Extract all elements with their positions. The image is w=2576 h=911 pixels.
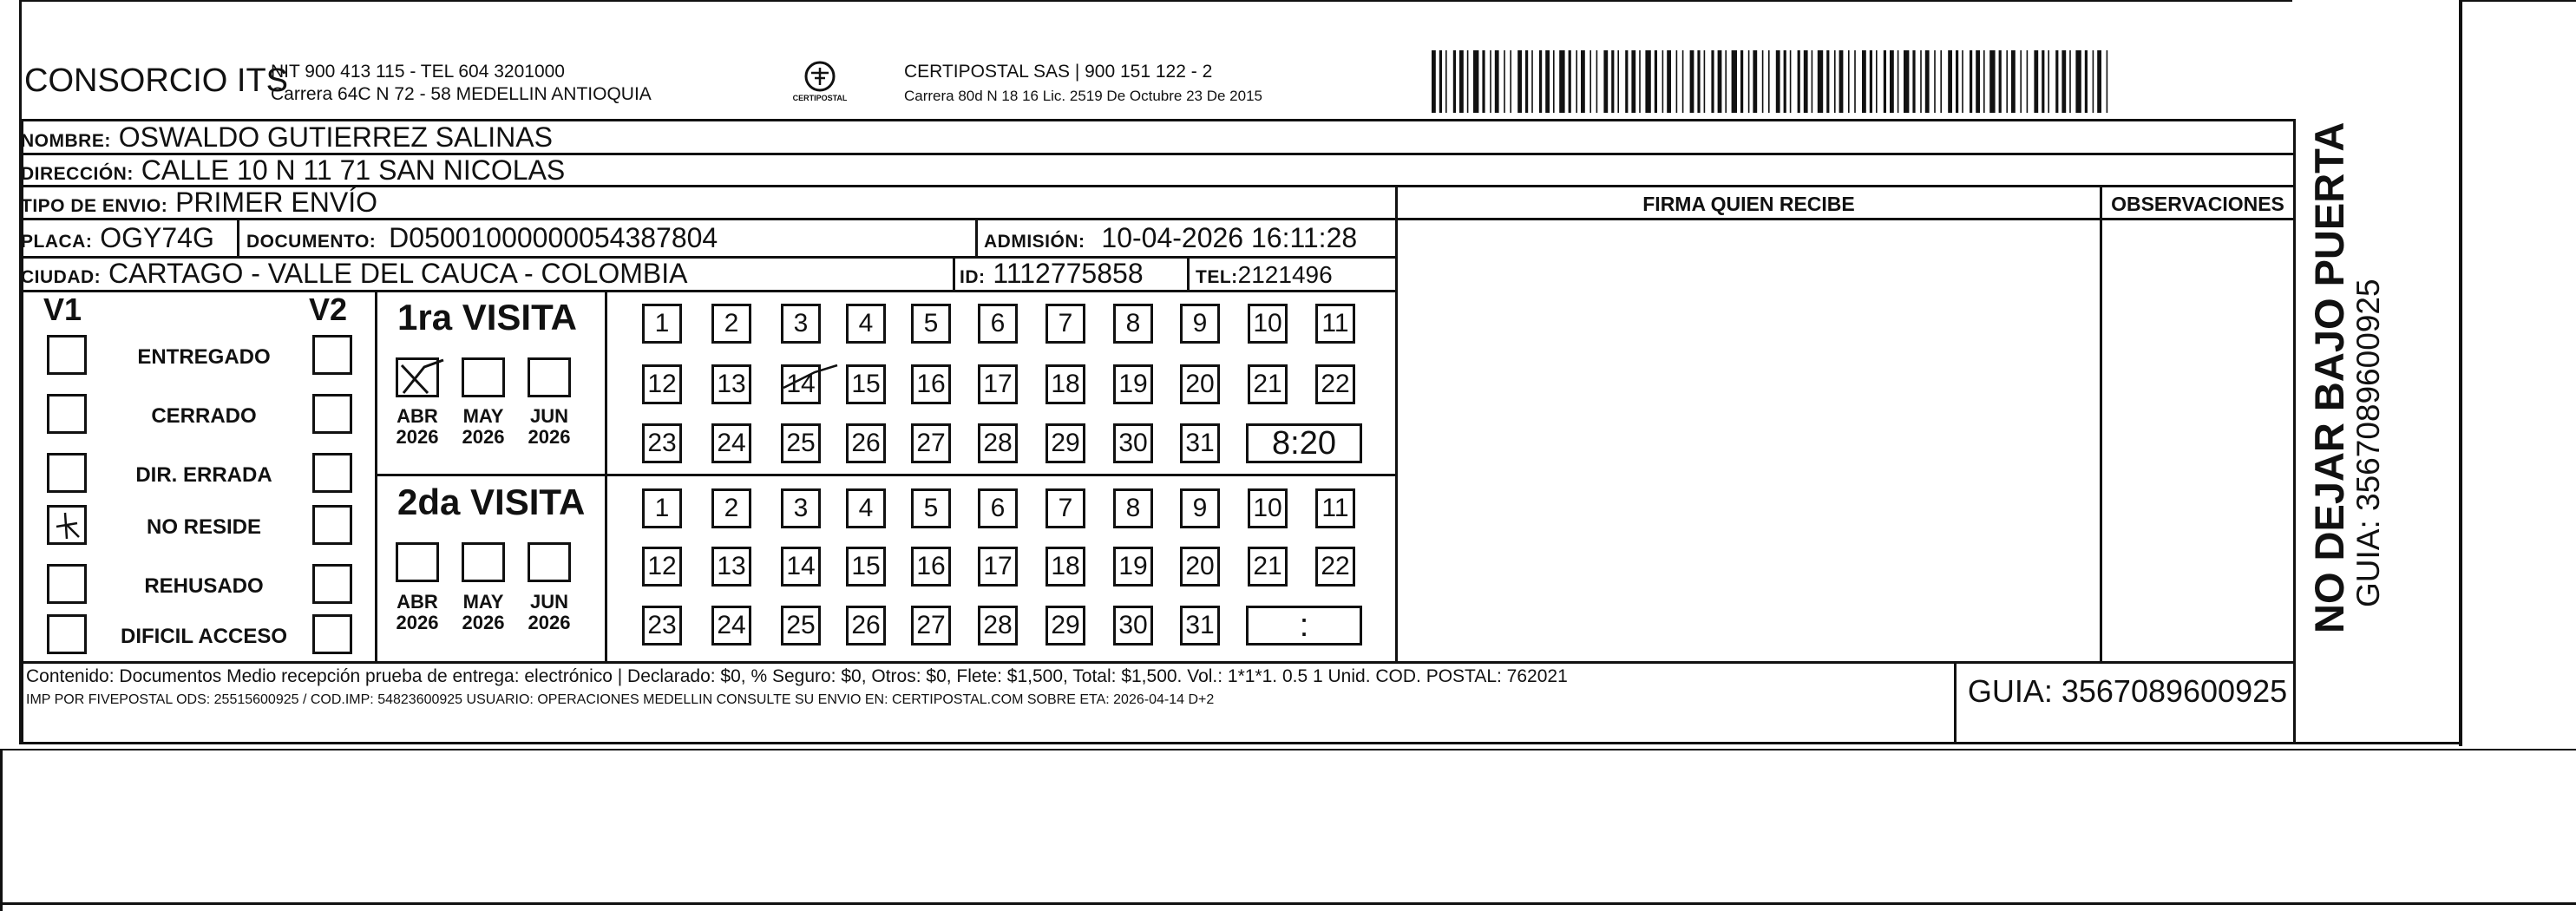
barcode-bar bbox=[1517, 50, 1522, 113]
barcode-bar bbox=[2034, 50, 2038, 113]
col-line-firma bbox=[1395, 185, 1398, 661]
month-name: MAY bbox=[462, 591, 504, 613]
barcode-bar bbox=[1804, 50, 1808, 113]
visit2-day-28[interactable]: 28 bbox=[978, 606, 1018, 646]
v2-label: V2 bbox=[309, 292, 348, 327]
barcode bbox=[1432, 50, 2126, 113]
certi-line1: CERTIPOSTAL SAS | 900 151 122 - 2 bbox=[904, 62, 1213, 82]
status-label-5: DIFICIL ACCESO bbox=[120, 625, 287, 648]
side-warning: NO DEJAR BAJO PUERTA bbox=[2306, 121, 2352, 633]
visit1-day-11[interactable]: 11 bbox=[1315, 304, 1355, 344]
tel-value: 2121496 bbox=[1237, 261, 1333, 288]
barcode-bar bbox=[1725, 50, 1727, 113]
footer-line1: Contenido: Documentos Medio recepción prueba de entrega: electrónico | Declarado: $0, % Seguro: $0, Otros: $0, Flete: $1,500, Total: $1,500. Vol.: 1*1*1. 0.5 1 Unid. COD. POSTAL: 762021 bbox=[26, 666, 1568, 686]
visit2-day-26[interactable]: 26 bbox=[846, 606, 886, 646]
tel-label: TEL: bbox=[1196, 267, 1238, 287]
month-year: 2026 bbox=[462, 426, 505, 448]
status-label-3: NO RESIDE bbox=[146, 515, 262, 539]
barcode-bar bbox=[2061, 50, 2066, 113]
barcode-bar bbox=[1662, 50, 1664, 113]
lower-panel-left bbox=[0, 749, 3, 911]
certipostal-logo bbox=[785, 56, 855, 108]
visit1-day-3[interactable]: 3 bbox=[781, 304, 821, 344]
col-line-admision bbox=[975, 220, 978, 256]
visit1-day-9[interactable]: 9 bbox=[1180, 304, 1220, 344]
barcode-bar bbox=[1768, 50, 1770, 113]
visit2-day-23[interactable]: 23 bbox=[642, 606, 682, 646]
month-name: JUN bbox=[529, 405, 568, 427]
barcode-bar bbox=[1676, 50, 1678, 113]
check-mark-icon bbox=[49, 508, 84, 542]
month-year: 2026 bbox=[528, 612, 571, 633]
barcode-bar bbox=[1704, 50, 1706, 113]
visit2-day-29[interactable]: 29 bbox=[1045, 606, 1085, 646]
barcode-bar bbox=[1445, 50, 1447, 113]
status-label-4: REHUSADO bbox=[144, 574, 264, 598]
barcode-bar bbox=[1504, 50, 1505, 113]
barcode-bar bbox=[1453, 50, 1456, 113]
barcode-bar bbox=[1812, 50, 1813, 113]
admision-value: 10-04-2026 16:11:28 bbox=[1101, 222, 1358, 253]
visit2-day-3[interactable]: 3 bbox=[781, 488, 821, 528]
visit2-day-22[interactable]: 22 bbox=[1315, 547, 1355, 587]
row-line-6 bbox=[2101, 218, 2296, 220]
barcode-bar bbox=[1697, 50, 1700, 113]
barcode-bar bbox=[2020, 50, 2022, 113]
status-label-0: ENTREGADO bbox=[137, 345, 271, 369]
visit1-day-6[interactable]: 6 bbox=[978, 304, 1018, 344]
col-line-guia bbox=[1954, 661, 1957, 742]
barcode-bar bbox=[1962, 50, 1963, 113]
visit1-day-5[interactable]: 5 bbox=[911, 304, 951, 344]
barcode-bar bbox=[1617, 50, 1619, 113]
v1-checkbox-1[interactable] bbox=[47, 394, 87, 434]
barcode-bar bbox=[1590, 50, 1591, 113]
visit2-day-18[interactable]: 18 bbox=[1045, 547, 1085, 587]
v2-checkbox-3[interactable] bbox=[312, 505, 352, 545]
barcode-bar bbox=[1848, 50, 1850, 113]
barcode-bar bbox=[1559, 50, 1564, 113]
visit2-day-25[interactable]: 25 bbox=[781, 606, 821, 646]
barcode-bar bbox=[1581, 50, 1585, 113]
barcode-bar bbox=[1439, 50, 1442, 113]
v2-checkbox-1[interactable] bbox=[312, 394, 352, 434]
documento-label: DOCUMENTO: bbox=[246, 232, 377, 252]
month-year: 2026 bbox=[528, 426, 571, 448]
visit2-day-15[interactable]: 15 bbox=[846, 547, 886, 587]
footer-line2: IMP POR FIVEPOSTAL ODS: 25515600925 / COD.IMP: 54823600925 USUARIO: OPERACIONES MEDELLIN CONSULTE SU ENVIO EN: CERTIPOSTAL.COM SOBRE ETA: 2026-04-14 D+2 bbox=[26, 692, 1215, 707]
barcode-bar bbox=[1834, 50, 1836, 113]
frame-right-top bbox=[2462, 0, 2576, 2]
month-name: ABR bbox=[397, 405, 438, 427]
month-year: 2026 bbox=[462, 612, 505, 633]
barcode-bar bbox=[1639, 50, 1641, 113]
observaciones-header: OBSERVACIONES bbox=[2111, 193, 2284, 215]
tipo-row bbox=[21, 187, 377, 221]
visit2-month-label-2 bbox=[519, 592, 580, 633]
visit1-day-12[interactable]: 12 bbox=[642, 364, 682, 404]
visit1-day-20[interactable]: 20 bbox=[1180, 364, 1220, 404]
visit2-month-box-2[interactable] bbox=[528, 542, 571, 582]
row-line-visit-split bbox=[375, 474, 1397, 476]
visit2-day-24[interactable]: 24 bbox=[711, 606, 751, 646]
frame-right bbox=[2459, 0, 2462, 746]
barcode-bar bbox=[1776, 50, 1780, 113]
barcode-bar bbox=[1473, 50, 1478, 113]
barcode-bar bbox=[1940, 50, 1942, 113]
barcode-bar bbox=[2069, 50, 2071, 113]
col-line-tel bbox=[1187, 256, 1190, 290]
admision-row bbox=[984, 223, 1357, 257]
visit2-day-1[interactable]: 1 bbox=[642, 488, 682, 528]
barcode-bar bbox=[1862, 50, 1866, 113]
v2-checkbox-4[interactable] bbox=[312, 564, 352, 604]
barcode-bar bbox=[2085, 50, 2088, 113]
col-line-id bbox=[953, 256, 955, 290]
v2-checkbox-5[interactable] bbox=[312, 614, 352, 654]
barcode-bar bbox=[1748, 50, 1750, 113]
barcode-bar bbox=[1999, 50, 2002, 113]
barcode-bar bbox=[1798, 50, 1800, 113]
x-mark-icon bbox=[393, 353, 445, 397]
nombre-row bbox=[21, 122, 553, 156]
visit1-day-2[interactable]: 2 bbox=[711, 304, 751, 344]
barcode-bar bbox=[1762, 50, 1764, 113]
barcode-bar bbox=[1569, 50, 1571, 113]
visit2-day-2[interactable]: 2 bbox=[711, 488, 751, 528]
barcode-bar bbox=[2048, 50, 2049, 113]
visit2-day-21[interactable]: 21 bbox=[1248, 547, 1288, 587]
visit1-month-box-0[interactable] bbox=[396, 357, 439, 397]
strike-mark-icon bbox=[780, 362, 841, 397]
documento-row bbox=[246, 223, 718, 257]
footer-guia: GUIA: 3567089600925 bbox=[1967, 673, 2288, 709]
visit2-day-19[interactable]: 19 bbox=[1113, 547, 1153, 587]
month-name: JUN bbox=[529, 591, 568, 613]
col-line-obs bbox=[2100, 185, 2102, 661]
month-name: MAY bbox=[462, 405, 504, 427]
barcode-bar bbox=[1596, 50, 1598, 113]
month-name: ABR bbox=[397, 591, 438, 613]
barcode-bar bbox=[1432, 50, 1436, 113]
barcode-bar bbox=[1490, 50, 1491, 113]
barcode-bar bbox=[1525, 50, 1528, 113]
logo-text: CERTIPOSTAL bbox=[792, 94, 848, 102]
v2-checkbox-0[interactable] bbox=[312, 335, 352, 375]
barcode-bar bbox=[1631, 50, 1635, 113]
visit2-time-field[interactable]: : bbox=[1246, 606, 1362, 646]
barcode-bar bbox=[1611, 50, 1614, 113]
barcode-bar bbox=[1531, 50, 1533, 113]
barcode-bar bbox=[1839, 50, 1844, 113]
visit2-day-6[interactable]: 6 bbox=[978, 488, 1018, 528]
barcode-bar bbox=[1976, 50, 1980, 113]
visit1-day-15[interactable]: 15 bbox=[846, 364, 886, 404]
visit2-day-16[interactable]: 16 bbox=[911, 547, 951, 587]
admision-label: ADMISIÓN: bbox=[984, 232, 1085, 252]
visit2-day-11[interactable]: 11 bbox=[1315, 488, 1355, 528]
barcode-bar bbox=[1876, 50, 1878, 113]
visit2-day-30[interactable]: 30 bbox=[1113, 606, 1153, 646]
tipo-value: PRIMER ENVÍO bbox=[175, 187, 377, 218]
visit1-day-14[interactable]: 14 bbox=[781, 364, 821, 404]
visit1-day-17[interactable]: 17 bbox=[978, 364, 1018, 404]
barcode-bar bbox=[1553, 50, 1555, 113]
visit2-month-label-0 bbox=[387, 592, 448, 633]
barcode-bar bbox=[1740, 50, 1743, 113]
visit1-title: 1ra VISITA bbox=[397, 297, 577, 338]
visit1-day-26[interactable]: 26 bbox=[846, 423, 886, 463]
visit2-day-4[interactable]: 4 bbox=[846, 488, 886, 528]
visit2-day-9[interactable]: 9 bbox=[1180, 488, 1220, 528]
ciudad-value: CARTAGO - VALLE DEL CAUCA - COLOMBIA bbox=[108, 258, 688, 289]
barcode-bar bbox=[1655, 50, 1657, 113]
barcode-bar bbox=[1718, 50, 1722, 113]
barcode-bar bbox=[1682, 50, 1684, 113]
barcode-bar bbox=[1934, 50, 1936, 113]
barcode-bar bbox=[1459, 50, 1464, 113]
lower-panel-top bbox=[0, 749, 2576, 750]
form-right bbox=[2293, 119, 2296, 742]
id-row bbox=[960, 259, 1144, 292]
visit1-day-22[interactable]: 22 bbox=[1315, 364, 1355, 404]
visit1-day-13[interactable]: 13 bbox=[711, 364, 751, 404]
col-line-months bbox=[605, 290, 607, 661]
visit1-day-27[interactable]: 27 bbox=[911, 423, 951, 463]
barcode-bar bbox=[1854, 50, 1856, 113]
visit1-day-8[interactable]: 8 bbox=[1113, 304, 1153, 344]
barcode-bar bbox=[2055, 50, 2058, 113]
v2-checkbox-2[interactable] bbox=[312, 453, 352, 493]
v1-checkbox-2[interactable] bbox=[47, 453, 87, 493]
barcode-bar bbox=[1912, 50, 1915, 113]
barcode-bar bbox=[1870, 50, 1872, 113]
visit1-day-24[interactable]: 24 bbox=[711, 423, 751, 463]
visit1-time-field[interactable]: 8:20 bbox=[1246, 423, 1362, 463]
barcode-bar bbox=[2006, 50, 2008, 113]
tel-row bbox=[1196, 259, 1333, 292]
visit1-month-box-2[interactable] bbox=[528, 357, 571, 397]
visit2-month-box-1[interactable] bbox=[462, 542, 505, 582]
barcode-bar bbox=[1495, 50, 1499, 113]
visit2-month-box-0[interactable] bbox=[396, 542, 439, 582]
placa-value: OGY74G bbox=[100, 222, 214, 253]
barcode-bar bbox=[2107, 50, 2108, 113]
barcode-bar bbox=[2097, 50, 2101, 113]
barcode-bar bbox=[1790, 50, 1792, 113]
barcode-bar bbox=[1948, 50, 1952, 113]
visit2-day-10[interactable]: 10 bbox=[1248, 488, 1288, 528]
barcode-bar bbox=[1576, 50, 1577, 113]
side-guia: GUIA: 3567089600925 bbox=[2350, 279, 2386, 607]
tipo-label: TIPO DE ENVIO: bbox=[21, 196, 168, 216]
frame-top bbox=[19, 0, 2292, 2]
barcode-bar bbox=[1467, 50, 1469, 113]
v1-label: V1 bbox=[43, 292, 82, 327]
visit1-day-16[interactable]: 16 bbox=[911, 364, 951, 404]
frame-bottom bbox=[19, 742, 2461, 744]
documento-value: D05001000000054387804 bbox=[389, 222, 718, 253]
visit1-month-label-1 bbox=[453, 406, 514, 448]
barcode-bar bbox=[1925, 50, 1930, 113]
visit1-day-23[interactable]: 23 bbox=[642, 423, 682, 463]
barcode-bar bbox=[1753, 50, 1757, 113]
direccion-label: DIRECCIÓN: bbox=[21, 164, 134, 184]
v1-checkbox-3[interactable] bbox=[47, 505, 87, 545]
barcode-bar bbox=[1690, 50, 1694, 113]
barcode-bar bbox=[1711, 50, 1714, 113]
barcode-bar bbox=[1818, 50, 1823, 113]
placa-row bbox=[21, 223, 214, 257]
visit2-day-8[interactable]: 8 bbox=[1113, 488, 1153, 528]
visit2-day-14[interactable]: 14 bbox=[781, 547, 821, 587]
visit1-day-18[interactable]: 18 bbox=[1045, 364, 1085, 404]
visit1-day-25[interactable]: 25 bbox=[781, 423, 821, 463]
visit1-day-31[interactable]: 31 bbox=[1180, 423, 1220, 463]
company-name: CONSORCIO ITS bbox=[24, 62, 289, 99]
direccion-value: CALLE 10 N 11 71 SAN NICOLAS bbox=[141, 154, 566, 186]
certi-line2: Carrera 80d N 18 16 Lic. 2519 De Octubre 23 De 2015 bbox=[904, 88, 1262, 104]
v1-checkbox-0[interactable] bbox=[47, 335, 87, 375]
barcode-bar bbox=[2093, 50, 2094, 113]
barcode-bar bbox=[1545, 50, 1550, 113]
barcode-bar bbox=[1884, 50, 1886, 113]
month-year: 2026 bbox=[396, 612, 439, 633]
barcode-bar bbox=[1989, 50, 1995, 113]
visit2-title: 2da VISITA bbox=[397, 482, 586, 522]
placa-label: PLACA: bbox=[21, 232, 93, 252]
id-value: 1112775858 bbox=[993, 258, 1144, 289]
barcode-bar bbox=[1970, 50, 1972, 113]
company-line2: Carrera 64C N 72 - 58 MEDELLIN ANTIOQUIA bbox=[271, 84, 652, 104]
barcode-bar bbox=[1625, 50, 1628, 113]
v1-checkbox-5[interactable] bbox=[47, 614, 87, 654]
barcode-bar bbox=[2075, 50, 2081, 113]
direccion-row bbox=[21, 155, 565, 189]
barcode-bar bbox=[1667, 50, 1671, 113]
barcode-bar bbox=[2027, 50, 2029, 113]
visit1-day-30[interactable]: 30 bbox=[1113, 423, 1153, 463]
month-year: 2026 bbox=[396, 426, 439, 448]
visit2-day-17[interactable]: 17 bbox=[978, 547, 1018, 587]
barcode-bar bbox=[1904, 50, 1909, 113]
visit2-day-13[interactable]: 13 bbox=[711, 547, 751, 587]
nombre-label: NOMBRE: bbox=[21, 131, 111, 151]
ciudad-label: CIUDAD: bbox=[21, 267, 102, 287]
company-line1: NIT 900 413 115 - TEL 604 3201000 bbox=[271, 62, 565, 82]
visit1-day-29[interactable]: 29 bbox=[1045, 423, 1085, 463]
visit1-day-1[interactable]: 1 bbox=[642, 304, 682, 344]
visit1-month-label-0 bbox=[387, 406, 448, 448]
barcode-bar bbox=[2011, 50, 2016, 113]
barcode-bar bbox=[1539, 50, 1542, 113]
visit1-month-label-2 bbox=[519, 406, 580, 448]
barcode-bar bbox=[1890, 50, 1894, 113]
nombre-value: OSWALDO GUTIERREZ SALINAS bbox=[118, 121, 553, 153]
visit2-month-label-1 bbox=[453, 592, 514, 633]
visit2-day-12[interactable]: 12 bbox=[642, 547, 682, 587]
firma-header: FIRMA QUIEN RECIBE bbox=[1642, 193, 1855, 215]
barcode-bar bbox=[1898, 50, 1899, 113]
visit1-day-4[interactable]: 4 bbox=[846, 304, 886, 344]
visit1-day-7[interactable]: 7 bbox=[1045, 304, 1085, 344]
barcode-bar bbox=[1510, 50, 1511, 113]
status-label-1: CERRADO bbox=[151, 404, 257, 428]
barcode-bar bbox=[1956, 50, 1958, 113]
barcode-bar bbox=[2042, 50, 2044, 113]
barcode-bar bbox=[1983, 50, 1985, 113]
barcode-bar bbox=[1826, 50, 1829, 113]
barcode-bar bbox=[1784, 50, 1786, 113]
visit1-day-19[interactable]: 19 bbox=[1113, 364, 1153, 404]
barcode-bar bbox=[1920, 50, 1922, 113]
ciudad-row bbox=[21, 259, 687, 292]
barcode-bar bbox=[1482, 50, 1485, 113]
visit2-day-20[interactable]: 20 bbox=[1180, 547, 1220, 587]
visit2-day-27[interactable]: 27 bbox=[911, 606, 951, 646]
barcode-bar bbox=[1603, 50, 1608, 113]
id-label: ID: bbox=[960, 267, 986, 287]
barcode-bar bbox=[1645, 50, 1650, 113]
visit2-day-5[interactable]: 5 bbox=[911, 488, 951, 528]
visit2-day-7[interactable]: 7 bbox=[1045, 488, 1085, 528]
visit1-day-21[interactable]: 21 bbox=[1248, 364, 1288, 404]
visit1-day-10[interactable]: 10 bbox=[1248, 304, 1288, 344]
visit1-month-box-1[interactable] bbox=[462, 357, 505, 397]
status-label-2: DIR. ERRADA bbox=[135, 463, 272, 487]
col-line-status bbox=[375, 290, 377, 661]
visit2-day-31[interactable]: 31 bbox=[1180, 606, 1220, 646]
col-line-placa bbox=[237, 220, 239, 256]
lower-panel-bottom bbox=[0, 902, 2576, 905]
barcode-bar bbox=[1732, 50, 1737, 113]
v1-checkbox-4[interactable] bbox=[47, 564, 87, 604]
barcode-graphic bbox=[1432, 50, 2126, 113]
visit1-day-28[interactable]: 28 bbox=[978, 423, 1018, 463]
